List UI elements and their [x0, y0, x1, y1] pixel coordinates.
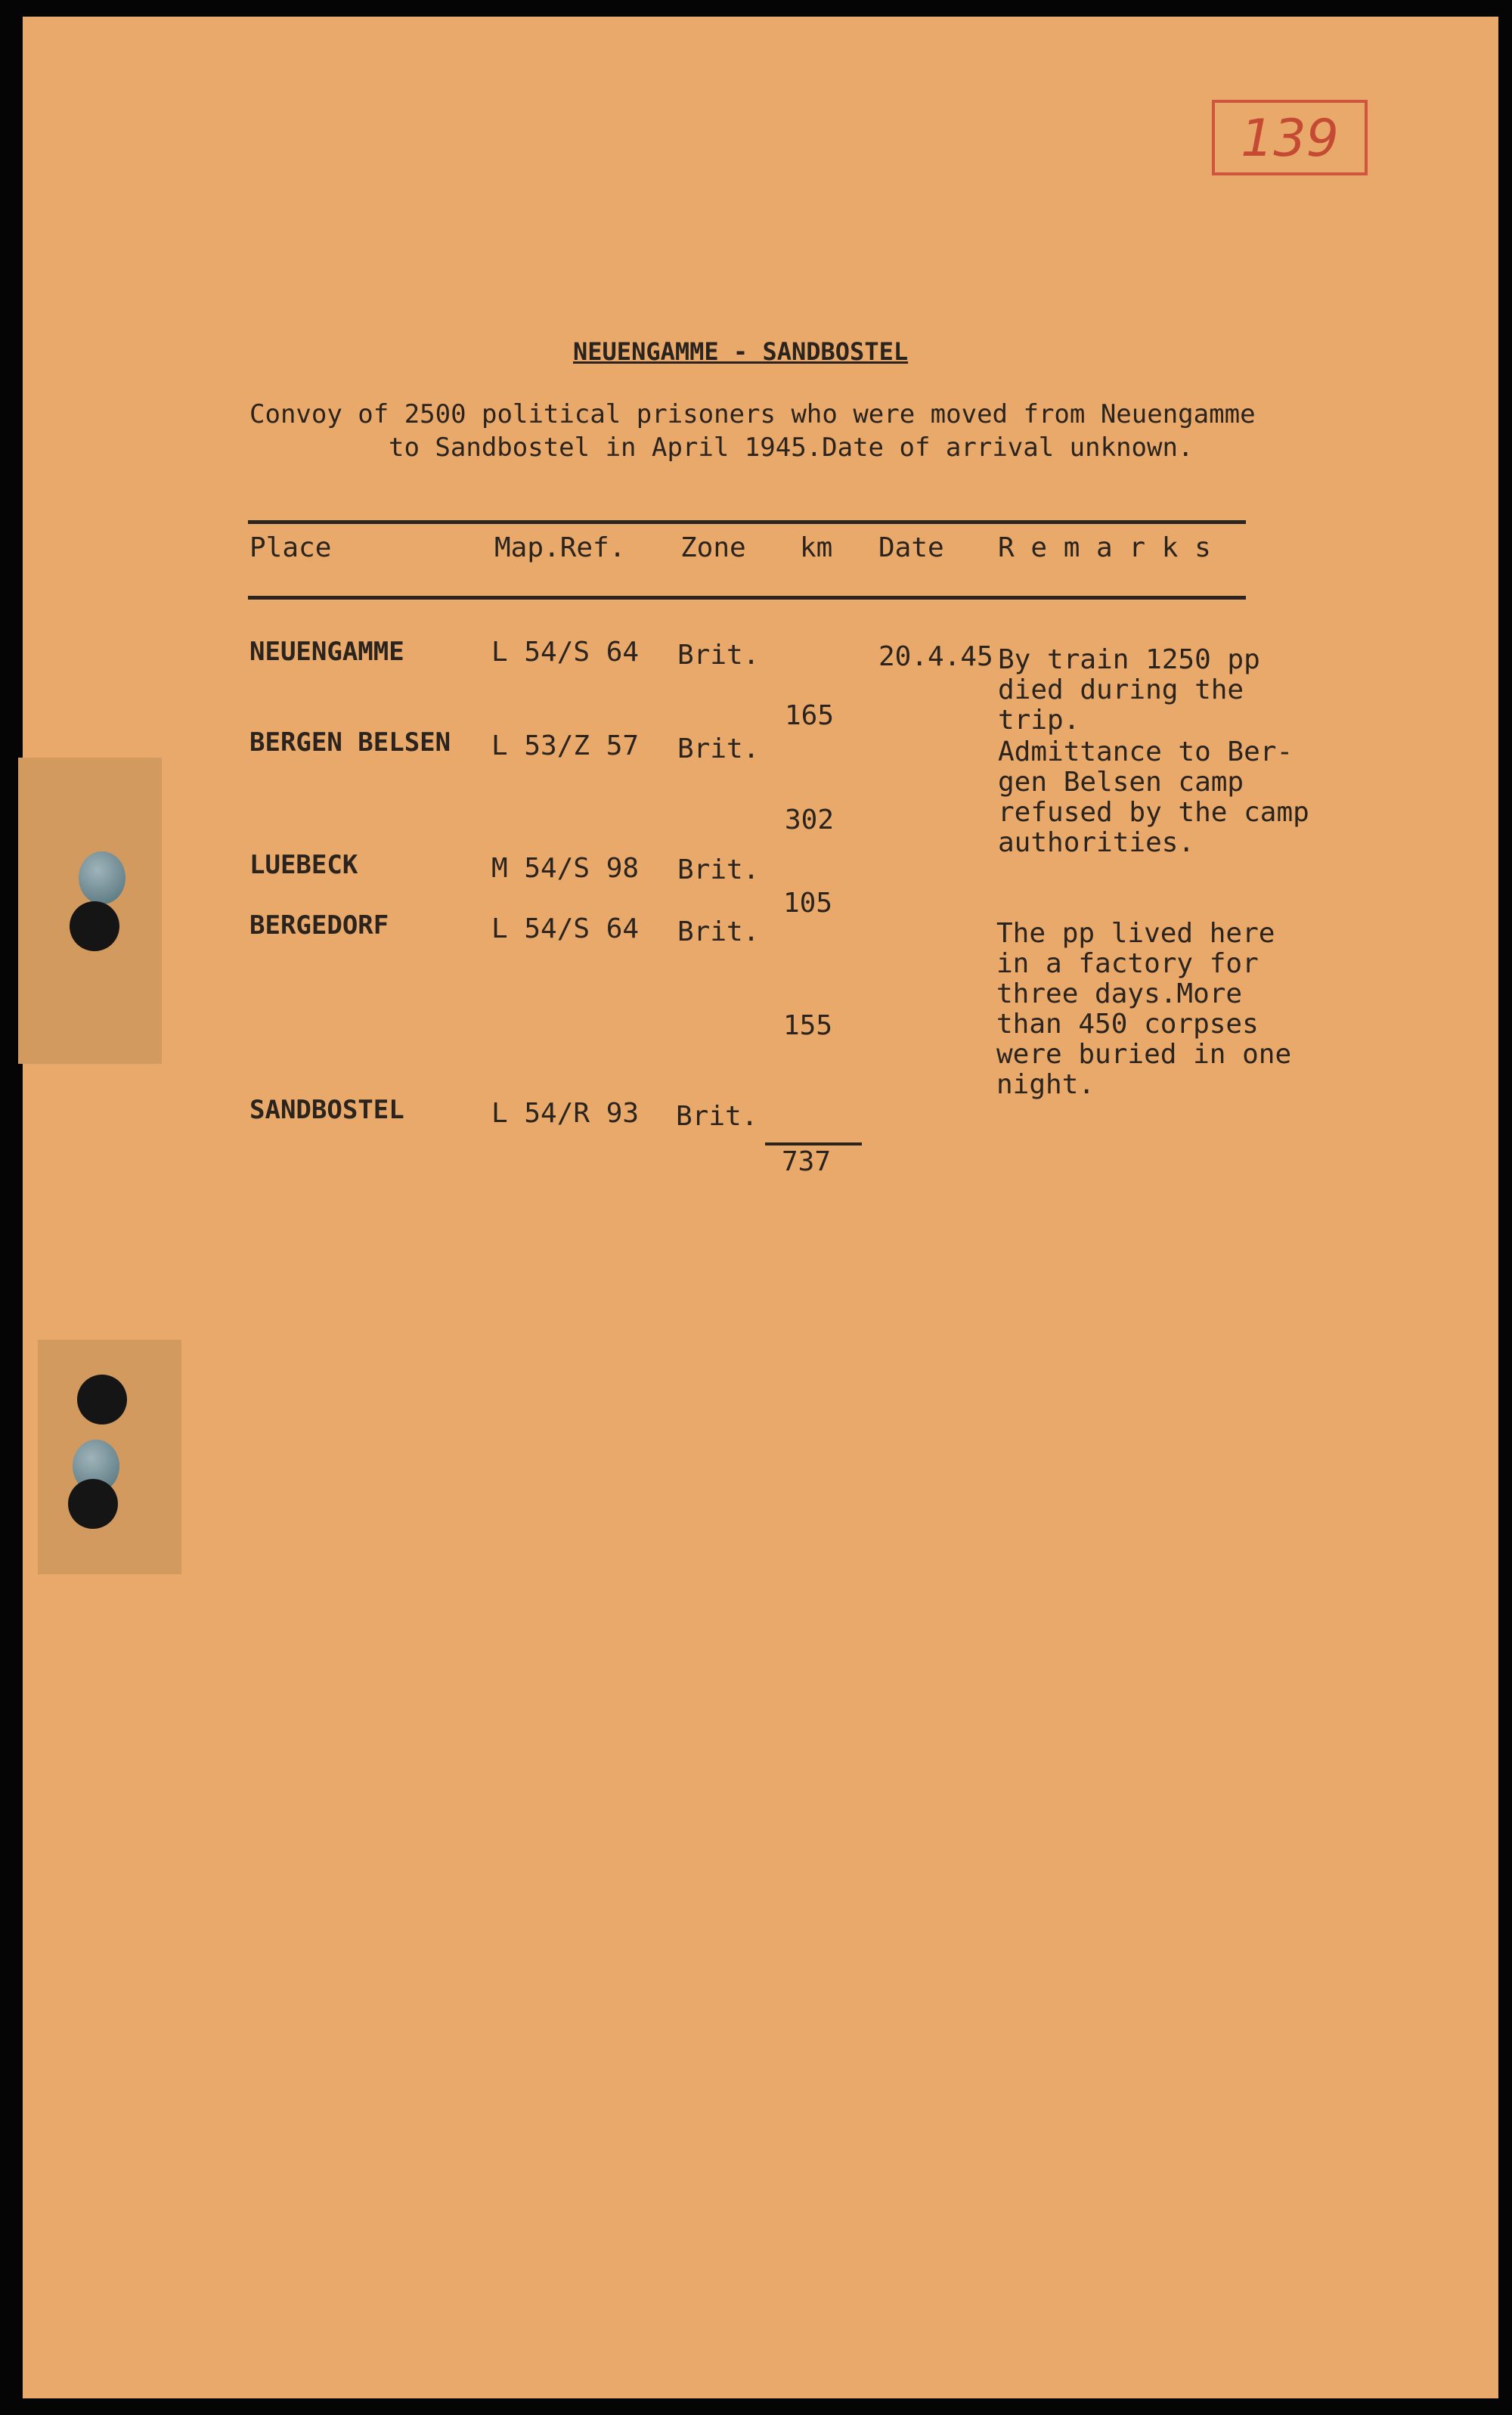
row-map-ref: L 54/S 64 — [491, 913, 640, 944]
punch-hole-upper — [70, 901, 119, 951]
punch-hole-lower-2 — [68, 1479, 118, 1529]
remark-line: in a factory for — [996, 948, 1259, 979]
remark-line: died during the — [998, 674, 1244, 705]
row-map-ref: M 54/S 98 — [491, 853, 640, 884]
page-number: 139 — [1241, 109, 1339, 169]
punch-hole-lower — [77, 1375, 127, 1425]
row-place: LUEBECK — [249, 850, 358, 880]
row-date: 20.4.45 — [878, 641, 993, 672]
total-rule — [765, 1142, 862, 1145]
header-remarks: R e m a r k s — [998, 532, 1211, 563]
row-zone: Brit. — [677, 916, 760, 947]
remark-line: three days.More — [996, 978, 1243, 1009]
row-map-ref: L 54/S 64 — [491, 637, 640, 668]
distance-km: 105 — [783, 888, 833, 919]
page-number-stamp — [1212, 100, 1368, 175]
remark-line: refused by the camp — [998, 797, 1309, 828]
remark-line: than 450 corpses — [996, 1009, 1259, 1040]
punch-hole-upper-covered — [79, 851, 125, 904]
document-title: NEUENGAMME - SANDBOSTEL — [573, 337, 909, 366]
remark-line: night. — [996, 1069, 1095, 1100]
distance-km: 302 — [785, 804, 835, 835]
row-zone: Brit. — [677, 854, 760, 885]
header-map-ref: Map.Ref. — [494, 532, 626, 563]
remark-line: trip. — [998, 705, 1080, 736]
subtitle-line-2: to Sandbostel in April 1945.Date of arrival unknown. — [389, 432, 1194, 463]
header-km: km — [800, 532, 833, 563]
row-place: BERGEDORF — [249, 910, 389, 941]
distance-km: 155 — [783, 1010, 833, 1041]
remark-line: authorities. — [998, 827, 1195, 858]
remark-line: Admittance to Ber- — [998, 736, 1294, 767]
row-zone: Brit. — [676, 1101, 758, 1132]
row-place: BERGEN BELSEN — [249, 727, 451, 758]
total-km: 737 — [782, 1146, 832, 1177]
remark-line: gen Belsen camp — [998, 767, 1244, 798]
row-place: NEUENGAMME — [249, 637, 404, 667]
document-page — [23, 17, 1498, 2398]
distance-km: 165 — [785, 700, 835, 731]
row-map-ref: L 53/Z 57 — [491, 730, 640, 761]
subtitle-line-1: Convoy of 2500 political prisoners who were moved from Neuengamme — [249, 399, 1256, 429]
header-zone: Zone — [680, 532, 746, 563]
remark-line: were buried in one — [996, 1039, 1292, 1070]
remark-line: The pp lived here — [996, 918, 1275, 949]
remark-line: By train 1250 pp — [998, 644, 1260, 675]
row-zone: Brit. — [677, 733, 760, 764]
row-map-ref: L 54/R 93 — [491, 1098, 640, 1129]
header-place: Place — [249, 532, 332, 563]
table-top-rule — [248, 520, 1246, 524]
row-place: SANDBOSTEL — [249, 1095, 404, 1125]
table-header-rule — [248, 596, 1246, 600]
row-zone: Brit. — [677, 640, 760, 671]
header-date: Date — [878, 532, 944, 563]
